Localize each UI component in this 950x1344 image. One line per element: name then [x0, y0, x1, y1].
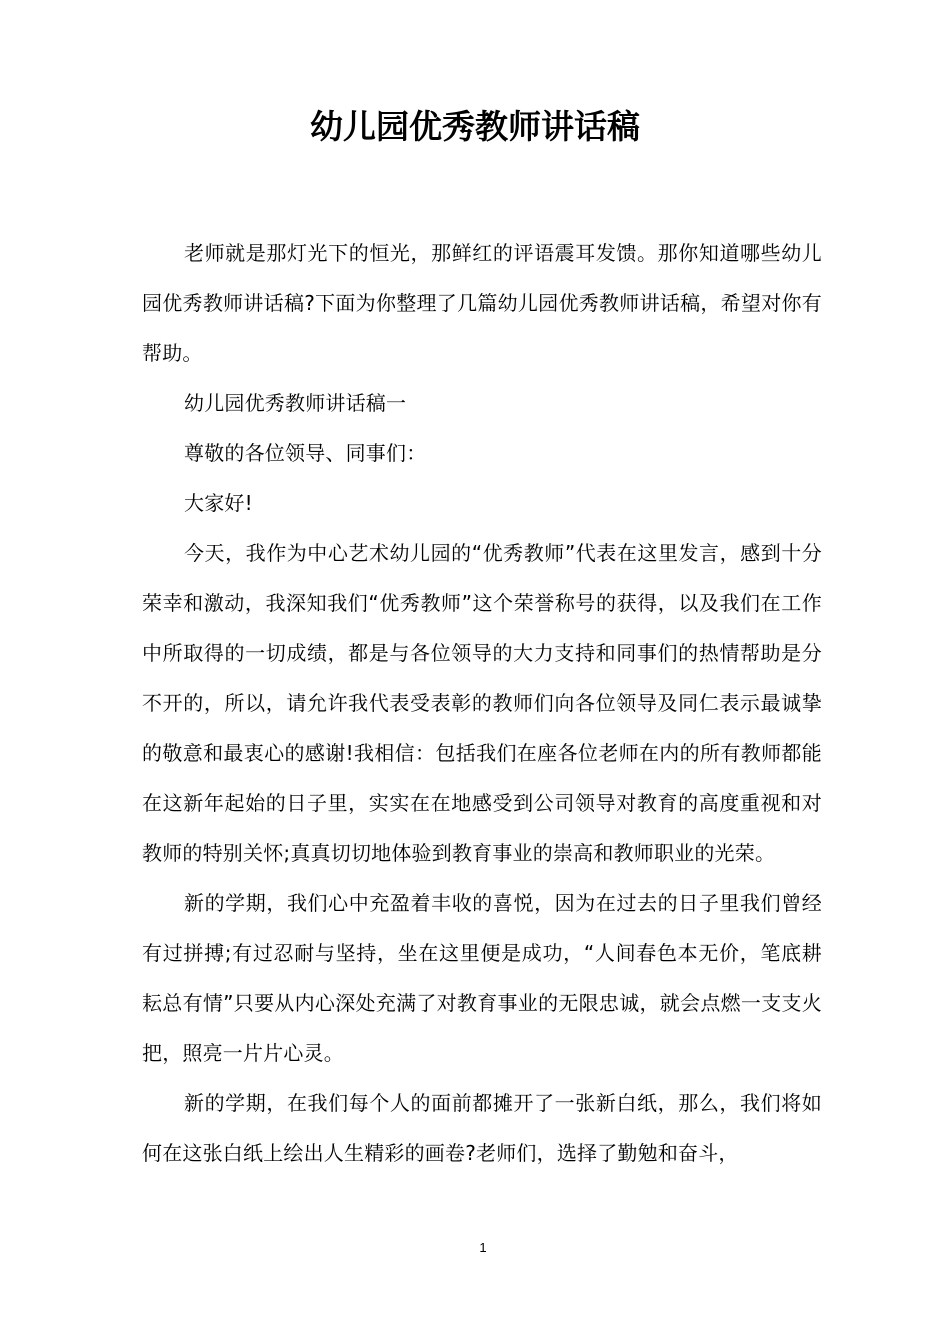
page-number: 1	[479, 1240, 487, 1255]
greeting: 大家好!	[184, 491, 253, 515]
document-title: 幼儿园优秀教师讲话稿	[310, 107, 640, 146]
paragraph-intro: 老师就是那灯光下的恒光，那鲜红的评语震耳发馈。那你知道哪些幼儿园优秀教师讲话稿?下面为你整理了几篇幼儿园优秀教师讲话稿，希望对你有帮助。	[142, 241, 822, 365]
paragraph-body-3: 新的学期，在我们每个人的面前都摊开了一张新白纸，那么，我们将如何在这张白纸上绘出人生精彩的画卷?老师们，选择了勤勉和奋斗，	[142, 1091, 822, 1165]
salutation: 尊敬的各位领导、同事们：	[184, 441, 427, 465]
paragraph-body-2: 新的学期，我们心中充盈着丰收的喜悦，因为在过去的日子里我们曾经有过拼搏;有过忍耐与坚持，坐在这里便是成功，“人间春色本无价，笔底耕耘总有情”只要从内心深处充满了对教育事业的无限忠诚，就会点燃一支支火把，照亮一片片心灵。	[142, 891, 822, 1065]
section-heading: 幼儿园优秀教师讲话稿一	[184, 391, 407, 415]
paragraph-body-1: 今天，我作为中心艺术幼儿园的“优秀教师”代表在这里发言，感到十分荣幸和激动，我深知我们“优秀教师”这个荣誉称号的获得，以及我们在工作中所取得的一切成绩，都是与各位领导的大力支持和同事们的热情帮助是分不开的，所以，请允许我代表受表彰的教师们向各位领导及同仁表示最诚挚的敬意和最衷心的感谢!我相信：包括我们在座各位老师在内的所有教师都能在这新年起始的日子里，实实在在地感受到公司领导对教育的高度重视和对教师的特别关怀;真真切切地体验到教育事业的崇高和教师职业的光荣。	[142, 541, 822, 865]
document-body	[142, 228, 822, 1178]
